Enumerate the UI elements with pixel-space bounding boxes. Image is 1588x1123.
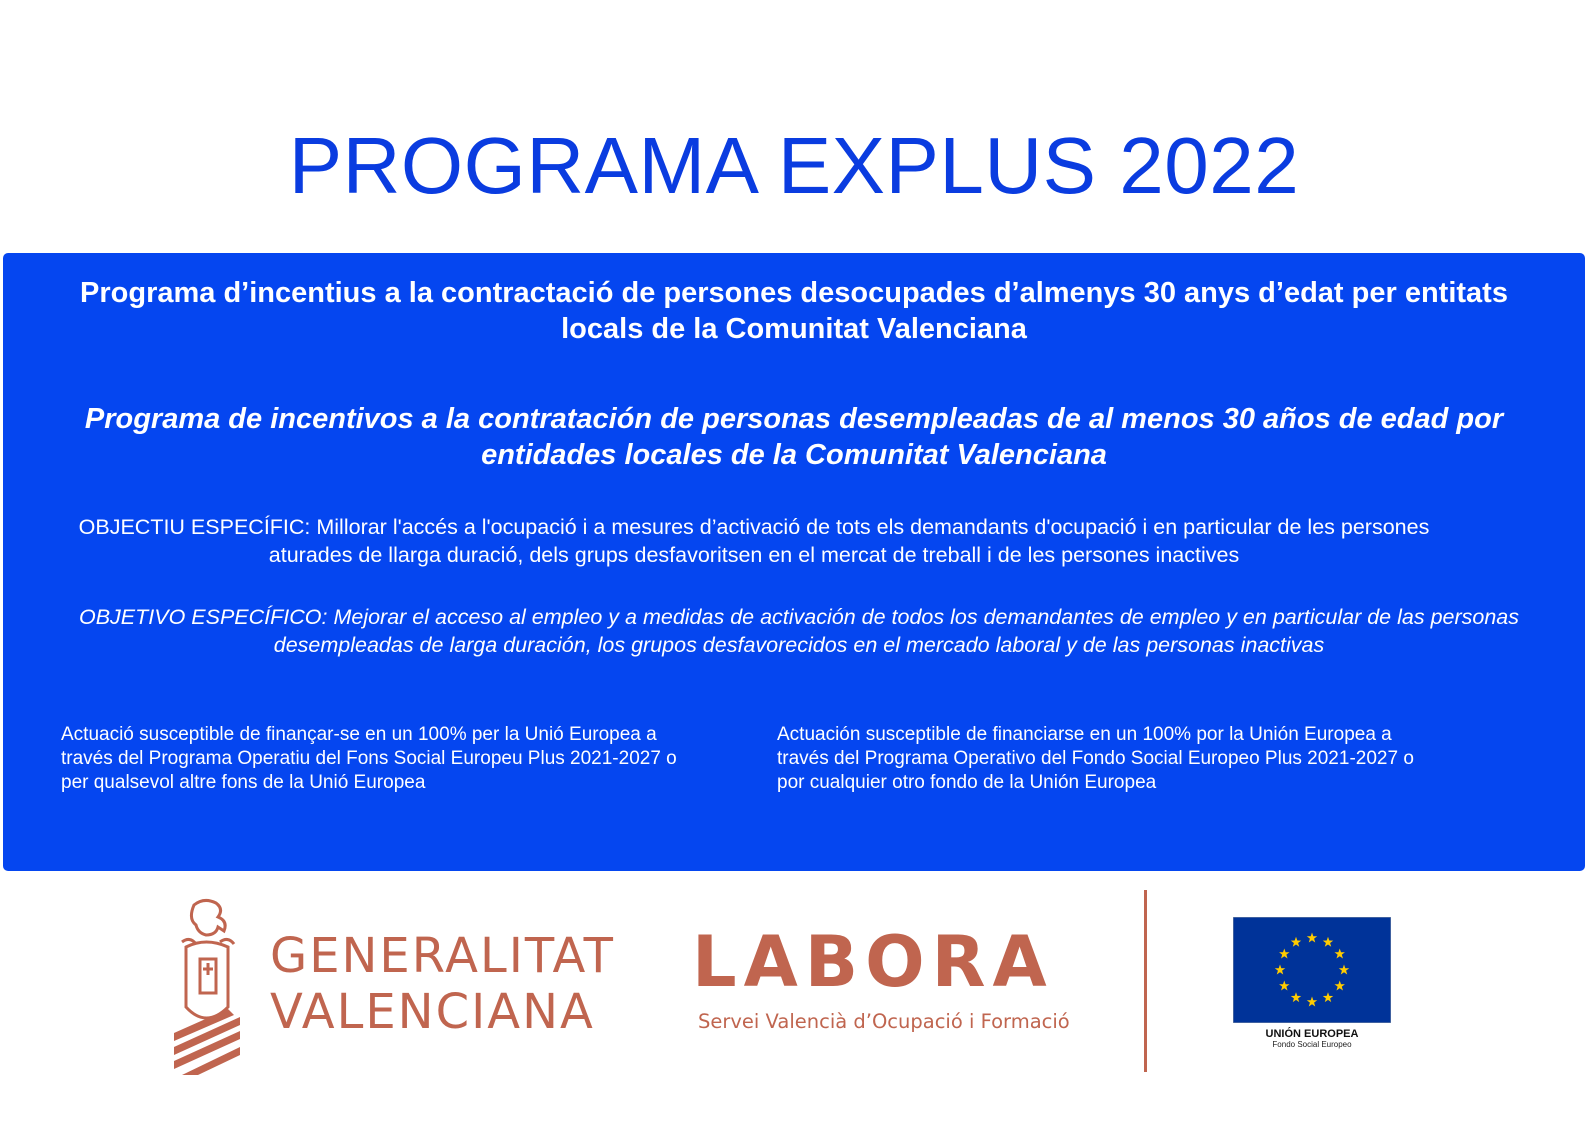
program-heading-valencian: Programa d’incentius a la contractació de persones desocupades d’almenys 30 anys d’edat per entitats locals de la Comunitat Valenciana: [80, 277, 1508, 345]
generalitat-valenciana-wordmark: [270, 928, 615, 1040]
labora-wordmark: LABORA: [692, 921, 1054, 1003]
gva-line2: VALENCIANA: [270, 984, 595, 1040]
eu-name-label: UNIÓN EUROPEA: [1265, 1028, 1359, 1040]
info-panel: [3, 253, 1585, 871]
financing-note-valencian: Actuació susceptible de finançar-se en un 100% per la Unió Europea a través del Programa Operatiu del Fons Social Europeu Plus 2021-2027 o per qualsevol altre fons de la Unió Europea: [61, 724, 677, 793]
page-title: PROGRAMA EXPLUS 2022: [288, 121, 1300, 210]
financing-note-spanish: Actuación susceptible de financiarse en un 100% por la Unión Europea a través del Programa Operativo del Fondo Social Europeo Plus 2021-2027 o por cualquier otro fondo de la Unión Europea: [777, 724, 1414, 793]
program-heading-spanish: Programa de incentivos a la contratación de personas desempleadas de al menos 30 años de edad por entidades locales de la Comunitat Valenciana: [84, 403, 1504, 471]
generalitat-coat-of-arms-logo: [172, 897, 242, 1077]
eu-fund-label: Fondo Social Europeo: [1272, 1040, 1352, 1049]
objective-spanish: OBJETIVO ESPECÍFICO: Mejorar el acceso al empleo y a medidas de activación de todos los demandantes de empleo y en particular de las personas desempleadas de larga duración, los grupos desfavorecidos en el mercado laboral y de las personas inactivas: [78, 605, 1520, 657]
gva-line1: GENERALITAT: [270, 928, 615, 984]
eu-flag-icon: [1233, 917, 1391, 1023]
objective-valencian: OBJECTIU ESPECÍFIC: Millorar l'accés a l'ocupació i a mesures d’activació de tots els demandants d'ocupació i en particular de les persones aturades de llarga duració, dels grups desfavoritsen en el mercat de treball i de les persones inactives: [78, 515, 1430, 567]
labora-subtitle: Servei Valencià d’Ocupació i Formació: [698, 1010, 1070, 1033]
logo-divider: [1144, 890, 1147, 1072]
